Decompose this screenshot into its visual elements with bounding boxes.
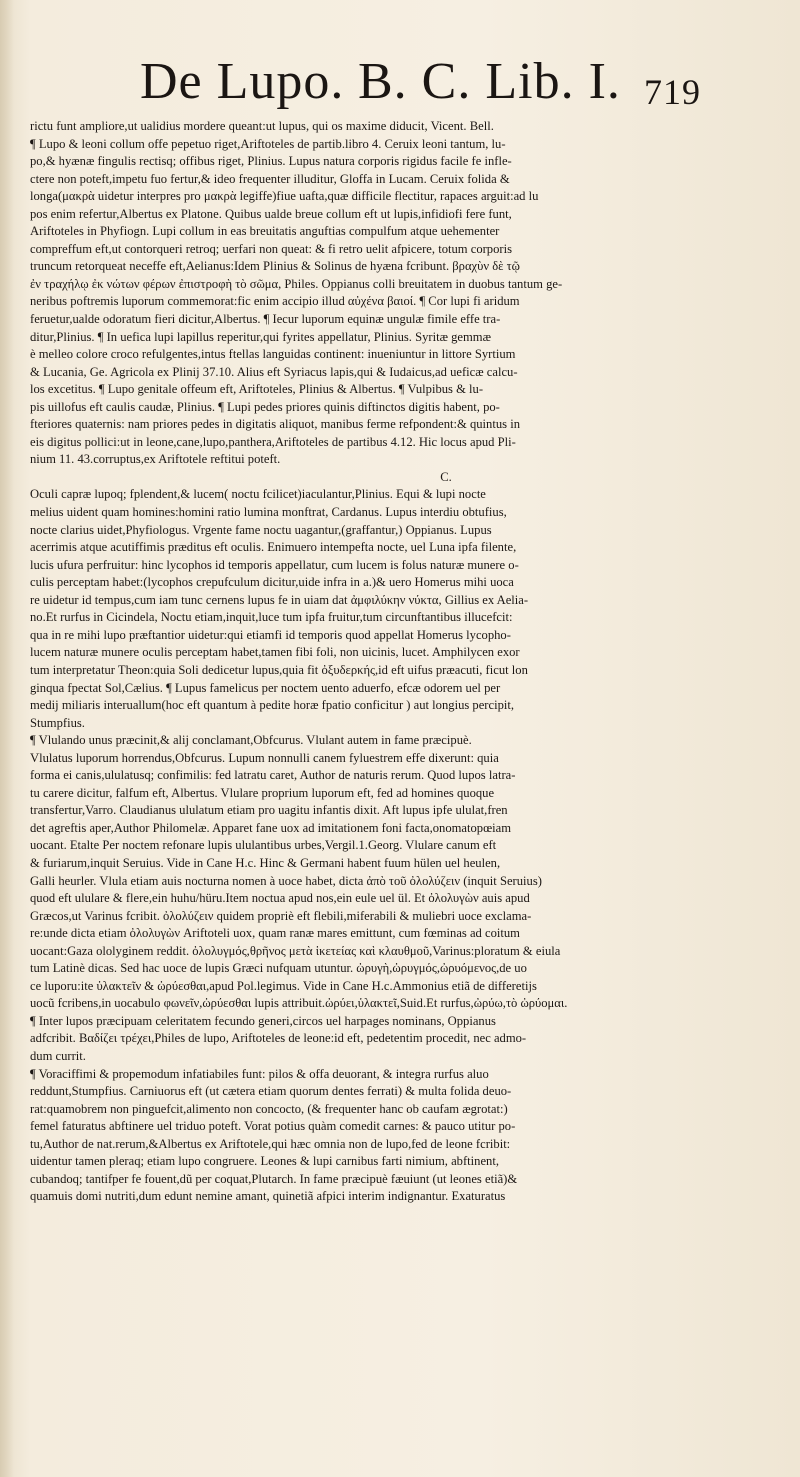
text-line: po,& hyænæ fingulis rectisq; offibus riget, Plinius. Lupus natura corporis rigidus facile fe infle- (30, 154, 512, 169)
text-line: quamuis domi nutriti,dum edunt nemine amant, quinetiã afpici interim indignantur. Exaturatus (30, 1189, 506, 1204)
text-line: ditur,Plinius. ¶ In uefica lupi lapillus reperitur,qui fyrites appellatur, Plinius. Syritæ gemmæ (30, 329, 492, 344)
paragraph (30, 732, 782, 1013)
text-line: femel faturatus abftinere uel triduo poteft. Vorat potius quàm comedit carnes: & pauco utitur po- (30, 1119, 516, 1134)
text-line: tum Latinè dicas. Sed hac uoce de lupis Græci nufquam utuntur. ὠρυγὴ,ὠρυγμός,ὠρυόμενος,de uo (30, 961, 527, 976)
body-text (30, 118, 782, 1206)
text-line: uocant:Gaza ololyginem reddit. ὀλολυγμός,θρῆνος μετὰ ἱκετείας καὶ κλαυθμοῦ,Varinus:ploratum & eiula (30, 943, 561, 958)
signature-mark: C. (440, 469, 452, 484)
text-line: lucis ufura perfruitur: hinc lycophos id temporis appellatur, cum lucem is folus naturæ munere o- (30, 557, 519, 572)
text-line: ce luporu:ite ὑλακτεῖν & ὠρύεσθαι,apud Pol.legimus. Vide in Cane H.c.Ammonius etiã de differetijs (30, 978, 537, 993)
text-line: feruetur,ualde odoratum fieri dicitur,Albertus. ¶ Iecur luporum equinæ ungulæ fimile effe tra- (30, 312, 501, 327)
text-line: rat:quamobrem non pinguefcit,alimento non concocto, (& frequenter hanc ob caufam ægrotat:) (30, 1101, 508, 1116)
page-number: 719 (644, 72, 701, 112)
text-line: no.Et rurfus in Cicindela, Noctu etiam,inquit,luce tum ipfa fruitur,tum circunftantibus illucefcit: (30, 610, 513, 625)
text-line: melius uident quam homines:homini ratio lumina monftrat, Cardanus. Lupus interdiu obtufius, (30, 505, 507, 520)
text-line: pis uillofus eft caulis caudæ, Plinius. ¶ Lupi pedes priores quinis diftinctos digitis habent, po- (30, 399, 500, 414)
text-line: & furiarum,inquit Seruius. Vide in Cane H.c. Hinc & Germani habent fuum hülen uel heulen, (30, 855, 501, 870)
text-line: Ariftoteles in Phyfiogn. Lupi collum in eas breuitatis anguftias compulfum atque uehementer (30, 224, 500, 239)
text-line: Vlulatus luporum horrendus,Obfcurus. Lupum nonnulli canem fyluestrem effe dixerunt: quia (30, 750, 499, 765)
text-line: tum interpretatur Theon:quia Soli dedicetur lupus,quia fit ὀξυδερκής,id eft uifus præacuti, ficut lon (30, 662, 528, 677)
text-line: qua in re mihi lupo præftantior uidetur:qui etiamfi id temporis quod appellat Homerus lycopho- (30, 627, 511, 642)
text-line: los excetitus. ¶ Lupo genitale offeum eft, Ariftoteles, Plinius & Albertus. ¶ Vulpibus & lu- (30, 382, 484, 397)
book-marker: B. C. Lib. I. (358, 53, 621, 110)
text-line: medij miliaris interuallum(hoc eft quantum à pedite horæ fpatio conficitur ) aut longius percipit, (30, 698, 515, 713)
text-line: rictu funt ampliore,ut ualidius mordere queant:ut lupus, qui os maxime diducit, Vicent. Bell. (30, 119, 494, 133)
paragraph (30, 1013, 782, 1066)
text-line: culis perceptam habet:(lycophos crepufculum dicitur,uide infra in a.)& uero Homerus mihi uoca (30, 575, 514, 590)
running-title: De Lupo. (140, 53, 345, 110)
text-line: adfcribit. Βαδίζει τρέχει,Philes de lupo, Ariftoteles de leone:id eft, pedetentim procedit, nec admo- (30, 1031, 527, 1046)
text-line: det agreftis aper,Author Philomelæ. Apparet fane uox ad imitationem foni facta,onomatopœiam (30, 820, 512, 835)
text-line: ¶ Voraciffimi & propemodum infatiabiles funt: pilos & offa deuorant, & integra rurfus aluo (30, 1066, 489, 1081)
text-line: eis digitus pollici:ut in leone,cane,lupo,panthera,Ariftoteles de partibus 4.12. Hic locus apud Pli- (30, 434, 516, 449)
text-line: ¶ Inter lupos præcipuam celeritatem fecundo generi,circos uel harpages nominans, Oppianus (30, 1013, 496, 1028)
text-line: longa(μακρὰ uidetur interpres pro μακρὰ legiffe)fiue uafta,quæ difficile flectitur, rapaces arguit:ad lu (30, 189, 539, 204)
text-line: nium 11. 43.corruptus,ex Ariftotele reftitui poteft. (30, 452, 281, 467)
text-line: reddunt,Stumpfius. Carniuorus eft (ut cætera etiam quorum dentes ferrati) & multa folida deuo- (30, 1084, 512, 1099)
text-line: ctere non poteft,impetu fuo fertur,& ideo frequenter illuditur, Gloffa in Lucam. Ceruix folida & (30, 171, 510, 186)
text-line: Græcos,ut Varinus fcribit. ὀλολύζειν quidem propriè eft flebili,miferabili & muliebri uoce exclama- (30, 908, 532, 923)
text-line: ἐν τραχήλῳ ἐκ νώτων φέρων ἐπιστροφὴ τὸ σῶμα, Philes. Oppianus colli breuitatem in duobus tantum ge- (30, 276, 563, 291)
text-line: lucem naturæ munere oculis perceptam habet,tamen fibi foli, non uicinis, lucet. Amphilycen exor (30, 645, 520, 660)
paragraph (30, 486, 782, 732)
text-line: ginqua fpectat Sol,Cælius. ¶ Lupus famelicus per noctem uento aduerfo, efcæ odorem uel per (30, 680, 501, 695)
text-line: uidentur tamen pleraq; etiam lupo congruere. Leones & lupi carnibus farti nimium, abftinent, (30, 1154, 499, 1169)
text-line: compreffum eft,ut contorqueri retroq; uerfari non queat: & fi retro uelit afpicere, totum corporis (30, 241, 512, 256)
text-line: tu carere dicitur, falfum eft, Albertus. Vlulare proprium luporum eft, fed ad homines quoque (30, 785, 495, 800)
text-line: uocũ fcribens,in uocabulo φωνεῖν,ὠρύεσθαι lupis attribuit.ὠρύει,ὑλακτεῖ,Suid.Et rurfus,ὠρύω,τὸ ὠρύομαι. (30, 996, 568, 1011)
text-line: uocant. Etalte Per noctem refonare lupis ululantibus urbes,Vergil.1.Georg. Vlulare canum eft (30, 838, 497, 853)
text-line: ¶ Vlulando unus præcinit,& alij conclamant,Obfcurus. Vlulant autem in fame præcipuè. (30, 733, 472, 748)
text-line: tu,Author de nat.rerum,&Albertus ex Ariftotele,qui hæc omnia non de lupo,fed de leone fcribit: (30, 1136, 511, 1151)
text-line: pos enim refertur,Albertus ex Platone. Quibus ualde breue collum eft ut lupis,infidiofi fere funt, (30, 206, 512, 221)
text-line: quod eft ululare & flere,ein huhu/hüru.Item noctua apud nos,ein eule uel ül. Et ὀλολυγὼν auis apud (30, 891, 530, 906)
text-line: Stumpfius. (30, 715, 85, 730)
text-line: ¶ Lupo & leoni collum offe pepetuo riget,Ariftoteles de partib.libro 4. Ceruix leoni tantum, lu- (30, 136, 506, 151)
running-header (140, 52, 700, 112)
text-line: neribus poftremis luporum commemorat:fic enim accipio illud αὐχένα βαιοί. ¶ Cor lupi fi aridum (30, 294, 520, 309)
paragraph (30, 118, 782, 469)
text-line: fteriores quaternis: nam priores pedes in digitatis aliquot, manibus ferme refpondent:& quintus in (30, 417, 520, 432)
text-line: cubandoq; tantifper fe fouent,dũ per coquat,Plutarch. In fame præcipuè fæuiunt (ut leones etiã)& (30, 1171, 518, 1186)
text-line: acerrimis atque acutiffimis præditus eft oculis. Enimuero intempefta nocte, uel Luna ipfa filente, (30, 540, 517, 555)
text-line: re uidetur id tempus,cum iam tunc cernens lupus fe in uiam dat ἀμφιλύκην νύκτα, Gillius ex Aelia- (30, 592, 529, 607)
text-line: nocte clarius uidet,Phyfiologus. Vrgente fame noctu uagantur,(graffantur,) Oppianus. Lupus (30, 522, 492, 537)
text-line: Oculi capræ lupoq; fplendent,& lucem( noctu fcilicet)iaculantur,Plinius. Equi & lupi nocte (30, 487, 486, 502)
text-line: è melleo colore croco refulgentes,intus ftellas languidas continent: inueniuntur in littore Syrtium (30, 347, 516, 362)
text-line: & Lucania, Ge. Agricola ex Plinij 37.10. Alius eft Syriacus lapis,qui & Iudaicus,ad ueficæ calcu- (30, 364, 518, 379)
paragraph (30, 1066, 782, 1206)
text-line: forma ei canis,ululatusq; confimilis: fed latratu caret, Author de naturis rerum. Quod lupos latra- (30, 768, 516, 783)
text-line: transfertur,Varro. Claudianus ululatum etiam pro uagitu infantis dixit. Aft lupus ipfe ululat,fren (30, 803, 508, 818)
text-line: truncum retorqueat neceffe eft,Aelianus:Idem Plinius & Solinus de hyæna fcribunt. βραχὺν δὲ τῷ (30, 259, 520, 274)
text-line: re:unde dicta etiam ὀλολυγὼν Ariftoteli uox, quam ranæ mares emittunt, cum fœminas ad coitum (30, 926, 520, 941)
text-line: dum currit. (30, 1048, 86, 1063)
text-line: Galli heurler. Vlula etiam auis nocturna nomen à uoce habet, dicta ἀπὸ τοῦ ὀλολύζειν (inquit Seruius) (30, 873, 542, 888)
